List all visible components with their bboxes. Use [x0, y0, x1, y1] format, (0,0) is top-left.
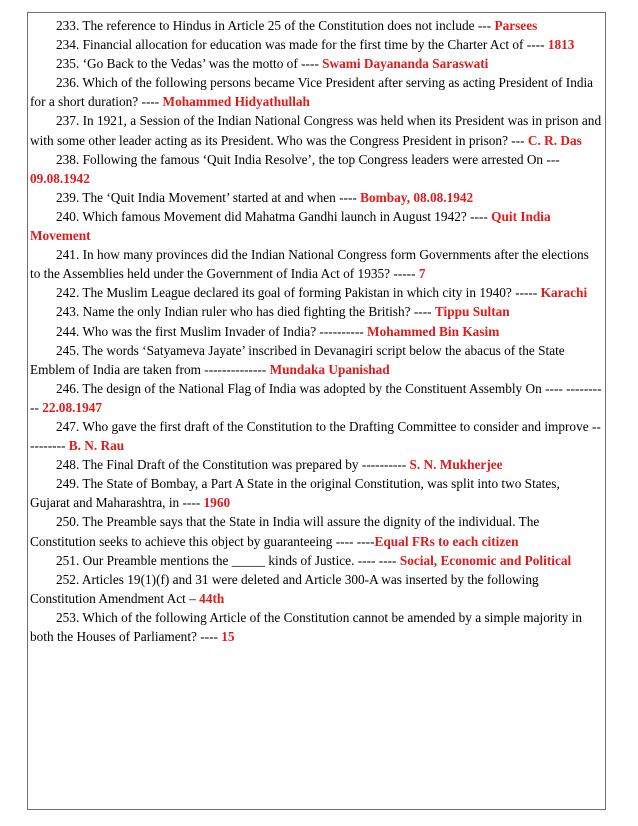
question-text: 241. In how many provinces did the Indian National Congress form Governments after the elections to the Assemblies held under the Government of India Act of 1935? ----- — [30, 247, 589, 282]
answer: Bombay, 08.08.1942 — [360, 189, 474, 205]
answer: 44th — [199, 590, 225, 606]
question-235 — [30, 54, 602, 73]
question-239 — [30, 188, 602, 207]
answer: B. N. Rau — [68, 438, 125, 454]
question-233 — [30, 16, 602, 35]
question-text: 248. The Final Draft of the Constitution was prepared by ---------- — [56, 457, 410, 473]
question-238 — [30, 150, 602, 188]
question-text: 234. Financial allocation for education was made for the first time by the Charter Act of ---- — [56, 37, 548, 53]
question-246 — [30, 379, 602, 417]
answer: Swami Dayananda Saraswati — [322, 56, 489, 72]
answer: 15 — [221, 629, 235, 644]
answer: Parsees — [494, 18, 538, 33]
answer: 1813 — [547, 37, 575, 53]
question-text: 233. The reference to Hindus in Article 25 of the Constitution does not include --- — [56, 18, 495, 33]
question-236 — [30, 73, 602, 111]
question-242 — [30, 283, 602, 302]
question-244 — [30, 322, 602, 341]
question-text: 238. Following the famous ‘Quit India Resolve’, the top Congress leaders were arrested On --- — [56, 151, 560, 167]
question-text: 249. The State of Bombay, a Part A State in the original Constitution, was split into two States, Gujarat and Maharashtra, in ---- — [30, 476, 560, 511]
question-243 — [30, 302, 602, 321]
answer: Karachi — [540, 285, 588, 301]
question-240 — [30, 207, 602, 245]
question-247 — [30, 417, 602, 455]
question-252 — [30, 570, 602, 608]
question-text: 247. Who gave the first draft of the Constitution to the Drafting Committee to consider and improve ---------- — [30, 418, 601, 454]
question-234 — [30, 35, 602, 54]
answer: S. N. Mukherjee — [409, 457, 503, 473]
question-text: 246. The design of the National Flag of India was adopted by the Constituent Assembly On ---- ---------- — [30, 380, 602, 415]
question-list — [30, 16, 602, 646]
question-250 — [30, 512, 602, 550]
question-text: 239. The ‘Quit India Movement’ started at and when ---- — [56, 189, 361, 205]
answer: Equal FRs to each citizen — [374, 533, 519, 549]
answer: Tippu Sultan — [434, 304, 510, 320]
answer: 22.08.1947 — [42, 399, 103, 415]
question-text: 240. Which famous Movement did Mahatma Gandhi launch in August 1942? ---- — [56, 208, 492, 224]
question-245 — [30, 341, 602, 379]
question-text: 251. Our Preamble mentions the _____ kinds of Justice. ---- ---- — [56, 552, 400, 568]
answer: Quit India Movement — [30, 208, 551, 244]
question-text: 235. ‘Go Back to the Vedas’ was the motto of ---- — [56, 56, 323, 72]
question-text: 242. The Muslim League declared its goal of forming Pakistan in which city in 1940? ----- — [56, 285, 541, 301]
question-text: 237. In 1921, a Session of the Indian National Congress was held when its President was in prison and with some other leader acting as its President. Who was the Congress President in prison? --- — [30, 113, 602, 148]
answer: C. R. Das — [527, 132, 582, 148]
question-249 — [30, 474, 602, 512]
question-251 — [30, 551, 602, 570]
question-text: 250. The Preamble says that the State in India will assure the dignity of the individual. The Constitution seeks to achieve this object by guaranteeing ---- ---- — [30, 514, 540, 549]
question-text: 252. Articles 19(1)(f) and 31 were deleted and Article 300-A was inserted by the following Constitution Amendment Act – — [30, 571, 539, 606]
question-237 — [30, 111, 602, 149]
question-248 — [30, 455, 602, 474]
question-text: 245. The words ‘Satyameva Jayate’ inscribed in Devanagiri script below the abacus of the State Emblem of India are taken from -------------- — [30, 342, 565, 377]
answer: Social, Economic and Political — [399, 552, 572, 568]
question-text: 243. Name the only Indian ruler who has died fighting the British? ---- — [56, 304, 435, 320]
answer: Mohammed Hidyathullah — [162, 94, 310, 110]
answer: 09.08.1942 — [30, 170, 90, 186]
question-241 — [30, 245, 602, 283]
question-text: 244. Who was the first Muslim Invader of India? ---------- — [56, 323, 368, 339]
question-253 — [30, 608, 602, 646]
question-text: 253. Which of the following Article of the Constitution cannot be amended by a simple majority in both the Houses of Parliament? ---- — [30, 609, 582, 644]
answer: 7 — [418, 266, 426, 282]
answer: 1960 — [203, 495, 231, 511]
question-text: 236. Which of the following persons became Vice President after serving as acting President of India for a short duration? ---- — [30, 75, 594, 110]
answer: Mohammed Bin Kasim — [367, 323, 500, 339]
answer: Mundaka Upanishad — [269, 361, 390, 377]
